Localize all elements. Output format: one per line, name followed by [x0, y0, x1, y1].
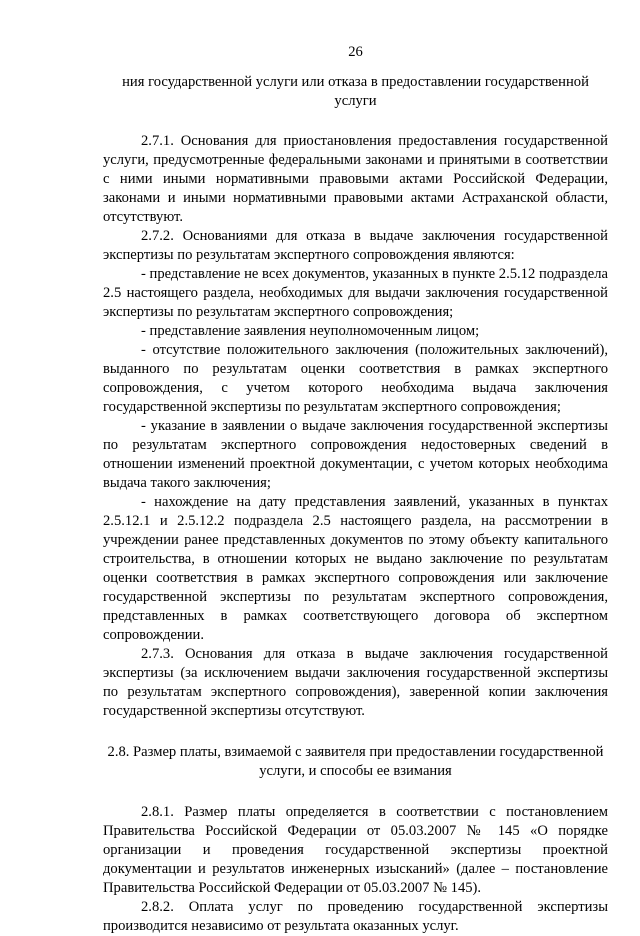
- paragraph-2-7-2: 2.7.2. Основаниями для отказа в выдаче заключения государственной экспертизы по результатам экспертного сопровождения являются:: [103, 228, 608, 263]
- paragraph-2-8-2: 2.8.2. Оплата услуг по проведению государственной экспертизы производится независимо от результата оказанных услуг.: [103, 899, 608, 934]
- list-item-incomplete-documents: - представление не всех документов, указанных в пункте 2.5.12 подраздела 2.5 настоящего раздела, необходимых для выдачи заключения государственной экспертизы по результатам экспертного сопровождения;: [103, 266, 608, 320]
- page-number: 26: [348, 44, 363, 60]
- list-item-false-information: - указание в заявлении о выдаче заключения государственной экспертизы по результатам экспертного сопровождения недостоверных сведений в отношении изменений проектной документации, с учетом которых необходима выдача такого заключения;: [103, 418, 608, 491]
- section-heading-continuation: ния государственной услуги или отказа в предоставлении государственной услуги: [122, 74, 589, 109]
- list-item-unauthorized-person: - представление заявления неуполномоченным лицом;: [141, 323, 480, 339]
- list-item-documents-under-review: - нахождение на дату представления заявлений, указанных в пунктах 2.5.12.1 и 2.5.12.2 подраздела 2.5 настоящего раздела, на рассмотрении в учреждении ранее представленных документов по этому объекту капитального строительства, в отношении которых не выдано заключение по результатам оценки соответствия в рамках экспертного сопровождения или заключение государственной экспертизы по результатам экспертного сопровождения, представленных в рамках соответствующего договора об экспертном сопровождении.: [103, 494, 608, 643]
- list-item-no-positive-conclusion: - отсутствие положительного заключения (положительных заключений), выданного по результатам оценки соответствия в рамках экспертного сопровождения, с учетом которого необходима выдача заключения государственной экспертизы по результатам экспертного сопровождения;: [103, 342, 608, 415]
- paragraph-2-7-3: 2.7.3. Основания для отказа в выдаче заключения государственной экспертизы (за исключением выдачи заключения государственной экспертизы по результатам экспертного сопровождения), заверенной копии заключения государственной экспертизы отсутствуют.: [103, 646, 608, 719]
- paragraph-2-8-1: 2.8.1. Размер платы определяется в соответствии с постановлением Правительства Российской Федерации от 05.03.2007 № 145 «О порядке организации и проведения государственной экспертизы проектной документации и результатов инженерных изысканий» (далее – постановление Правительства Российской Федерации от 05.03.2007 № 145).: [103, 804, 608, 896]
- paragraph-2-7-1: 2.7.1. Основания для приостановления предоставления государственной услуги, предусмотренные федеральными законами и принятыми в соответствии с ними иными нормативными правовыми актами Российской Федерации, законами и иными нормативными правовыми актами Астраханской области, отсутствуют.: [103, 133, 608, 225]
- section-2-8-title: 2.8. Размер платы, взимаемой с заявителя при предоставлении государственной услуги, и способы ее взимания: [107, 744, 604, 779]
